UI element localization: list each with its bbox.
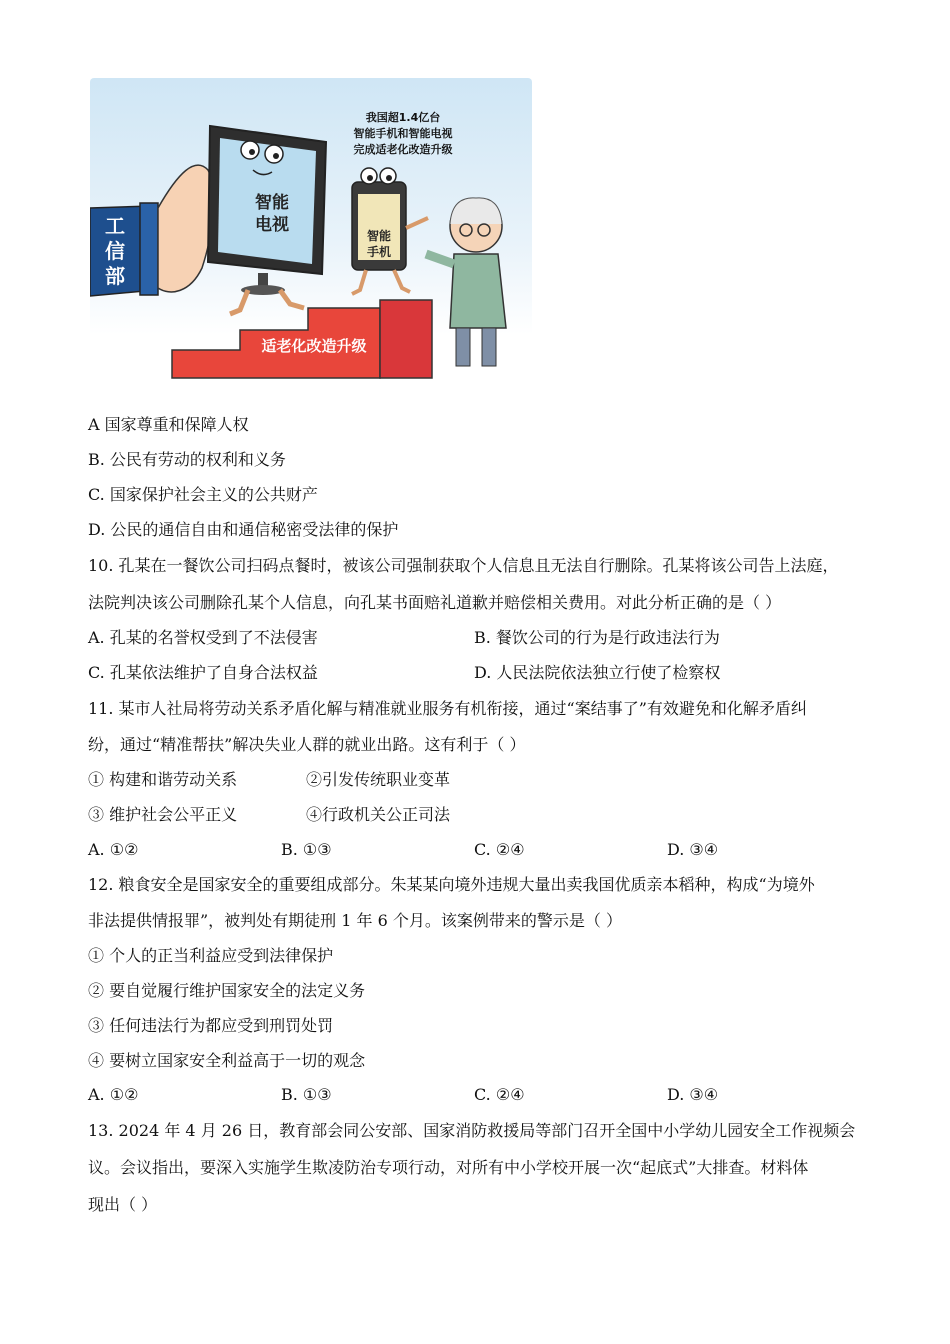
- q11-item-2: ②引发传统职业变革: [306, 770, 451, 789]
- q11-stem-line: 纷，通过“精准帮扶”解决失业人群的就业出路。这有利于（ ）: [88, 735, 526, 754]
- q12-option-c: C. ②④: [474, 1085, 525, 1104]
- tv-label: [242, 192, 302, 236]
- q11-item-3: ③ 维护社会公平正义: [88, 805, 238, 824]
- sleeve-char: 信: [105, 239, 125, 263]
- caption-line: 我国超1.4亿台: [365, 111, 441, 124]
- q12-item: ③ 任何违法行为都应受到刑罚处罚: [88, 1016, 334, 1035]
- sleeve-char: 部: [105, 264, 125, 288]
- cartoon-caption: [328, 110, 478, 158]
- q11-option-d: D. ③④: [667, 840, 719, 859]
- q12-item: ④ 要树立国家安全利益高于一切的观念: [88, 1051, 366, 1070]
- q9-option-b: B. 公民有劳动的权利和义务: [88, 450, 286, 469]
- q10-option-b: B. 餐饮公司的行为是行政违法行为: [474, 628, 720, 647]
- q13-stem-line: 议。会议指出，要深入实施学生欺凌防治专项行动，对所有中小学校开展一次“起底式”大排查。材料体: [88, 1158, 809, 1177]
- q9-option-c: C. 国家保护社会主义的公共财产: [88, 485, 318, 504]
- q10-stem-line: 法院判决该公司删除孔某个人信息，向孔某书面赔礼道歉并赔偿相关费用。对此分析正确的是（ ）: [88, 593, 782, 612]
- q11-item-4: ④行政机关公正司法: [306, 805, 451, 824]
- q11-option-b: B. ①③: [281, 840, 332, 859]
- phone-label-line: 手机: [366, 245, 391, 259]
- q12-stem-line: 非法提供情报罪”，被判处有期徒刑 1 年 6 个月。该案例带来的警示是（ ）: [88, 911, 622, 930]
- q10-option-c: C. 孔某依法维护了自身合法权益: [88, 663, 318, 682]
- q12-stem-line: 12. 粮食安全是国家安全的重要组成部分。朱某某向境外违规大量出卖我国优质亲本稻种，构成“为境外: [88, 875, 815, 894]
- q10-option-d: D. 人民法院依法独立行使了检察权: [474, 663, 721, 682]
- q12-option-a: A. ①②: [88, 1085, 139, 1104]
- cartoon-illustration: [90, 78, 532, 380]
- caption-line: 智能手机和智能电视: [353, 127, 453, 140]
- sleeve-label: [100, 214, 130, 289]
- stairs-label: 适老化改造升级: [261, 337, 367, 355]
- q10-stem-line: 10. 孔某在一餐饮公司扫码点餐时，被该公司强制获取个人信息且无法自行删除。孔某将该公司告上法庭，: [88, 556, 839, 575]
- q11-option-c: C. ②④: [474, 840, 525, 859]
- q10-option-a: A. 孔某的名誉权受到了不法侵害: [88, 628, 318, 647]
- caption-line: 完成适老化改造升级: [353, 143, 453, 156]
- q13-stem-line: 现出（ ）: [88, 1195, 158, 1214]
- hand-shape: [158, 165, 214, 292]
- q11-stem-line: 11. 某市人社局将劳动关系矛盾化解与精准就业服务有机衔接，通过“案结事了”有效避免和化解矛盾纠: [88, 699, 807, 718]
- sleeve-char: 工: [105, 214, 125, 238]
- q12-option-d: D. ③④: [667, 1085, 719, 1104]
- q12-item: ① 个人的正当利益应受到法律保护: [88, 946, 334, 965]
- q12-option-b: B. ①③: [281, 1085, 332, 1104]
- phone-label: [358, 228, 400, 260]
- q9-option-a: A 国家尊重和保障人权: [88, 415, 249, 434]
- tv-label-line: 智能: [255, 193, 289, 213]
- tv-label-line: 电视: [255, 215, 289, 235]
- q13-stem-line: 13. 2024 年 4 月 26 日，教育部会同公安部、国家消防救援局等部门召开全国中小学幼儿园安全工作视频会: [88, 1121, 856, 1140]
- q11-item-1: ① 构建和谐劳动关系: [88, 770, 238, 789]
- phone-label-line: 智能: [366, 229, 391, 243]
- q11-option-a: A. ①②: [88, 840, 139, 859]
- q9-option-d: D. 公民的通信自由和通信秘密受法律的保护: [88, 520, 399, 539]
- q12-item: ② 要自觉履行维护国家安全的法定义务: [88, 981, 366, 1000]
